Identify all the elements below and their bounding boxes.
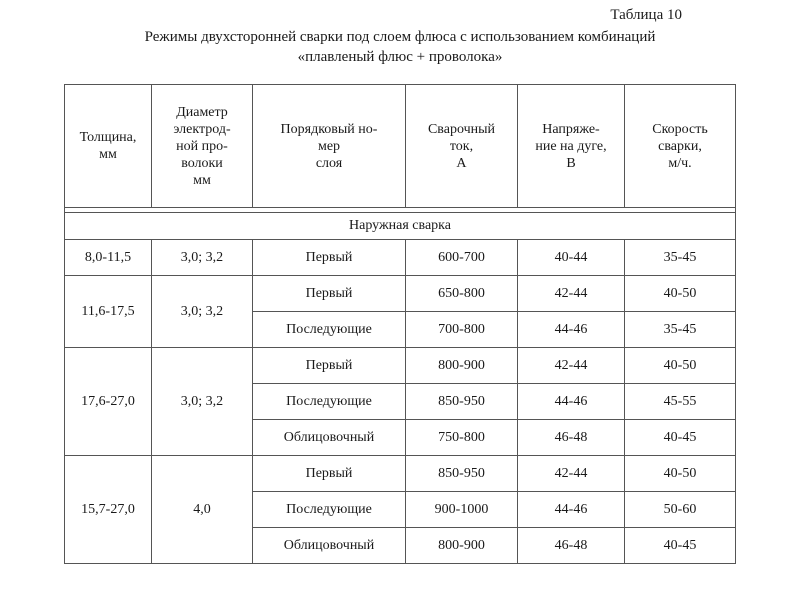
current-cell: 850-950 <box>406 384 518 420</box>
current-cell: 850-950 <box>406 456 518 492</box>
layer-cell: Облицовочный <box>253 528 406 564</box>
current-cell: 750-800 <box>406 420 518 456</box>
layer-cell: Последующие <box>253 492 406 528</box>
speed-cell: 35-45 <box>625 240 736 276</box>
voltage-cell: 44-46 <box>518 384 625 420</box>
speed-cell: 45-55 <box>625 384 736 420</box>
table-caption-line1: Режимы двухсторонней сварки под слоем флюса с использованием комбинаций <box>144 29 656 45</box>
speed-cell: 35-45 <box>625 312 736 348</box>
speed-cell: 40-50 <box>625 348 736 384</box>
voltage-cell: 42-44 <box>518 348 625 384</box>
diameter-cell: 3,0; 3,2 <box>152 276 253 348</box>
section-row <box>65 213 736 240</box>
header-diameter: Диаметр электрод- ной про- волоки мм <box>152 85 253 208</box>
voltage-cell: 40-44 <box>518 240 625 276</box>
thickness-cell: 8,0-11,5 <box>65 240 152 276</box>
layer-cell: Первый <box>253 456 406 492</box>
speed-cell: 40-45 <box>625 420 736 456</box>
current-cell: 800-900 <box>406 528 518 564</box>
thickness-cell: 11,6-17,5 <box>65 276 152 348</box>
diameter-cell: 4,0 <box>152 456 253 564</box>
layer-cell: Облицовочный <box>253 420 406 456</box>
current-cell: 800-900 <box>406 348 518 384</box>
speed-cell: 40-50 <box>625 456 736 492</box>
voltage-cell: 44-46 <box>518 312 625 348</box>
table-row <box>65 240 736 276</box>
voltage-cell: 44-46 <box>518 492 625 528</box>
diameter-cell: 3,0; 3,2 <box>152 348 253 456</box>
table-number: Таблица 10 <box>610 7 682 23</box>
layer-cell: Первый <box>253 240 406 276</box>
welding-modes-table <box>64 84 736 564</box>
current-cell: 650-800 <box>406 276 518 312</box>
table-row <box>65 456 736 492</box>
section-title: Наружная сварка <box>65 213 736 240</box>
table-row <box>65 276 736 312</box>
voltage-cell: 46-48 <box>518 420 625 456</box>
thickness-cell: 17,6-27,0 <box>65 348 152 456</box>
layer-cell: Первый <box>253 348 406 384</box>
header-row <box>65 85 736 208</box>
current-cell: 900-1000 <box>406 492 518 528</box>
header-thickness: Толщина, мм <box>65 85 152 208</box>
table-caption-line2: «плавленый флюс + проволока» <box>297 49 503 65</box>
current-cell: 700-800 <box>406 312 518 348</box>
layer-cell: Последующие <box>253 384 406 420</box>
layer-cell: Последующие <box>253 312 406 348</box>
header-voltage: Напряже- ние на дуге, В <box>518 85 625 208</box>
diameter-cell: 3,0; 3,2 <box>152 240 253 276</box>
speed-cell: 50-60 <box>625 492 736 528</box>
thickness-cell: 15,7-27,0 <box>65 456 152 564</box>
speed-cell: 40-45 <box>625 528 736 564</box>
table-row <box>65 348 736 384</box>
layer-cell: Первый <box>253 276 406 312</box>
header-current: Сварочный ток, А <box>406 85 518 208</box>
voltage-cell: 46-48 <box>518 528 625 564</box>
speed-cell: 40-50 <box>625 276 736 312</box>
current-cell: 600-700 <box>406 240 518 276</box>
voltage-cell: 42-44 <box>518 456 625 492</box>
voltage-cell: 42-44 <box>518 276 625 312</box>
header-speed: Скорость сварки, м/ч. <box>625 85 736 208</box>
header-layer: Порядковый но- мер слоя <box>253 85 406 208</box>
